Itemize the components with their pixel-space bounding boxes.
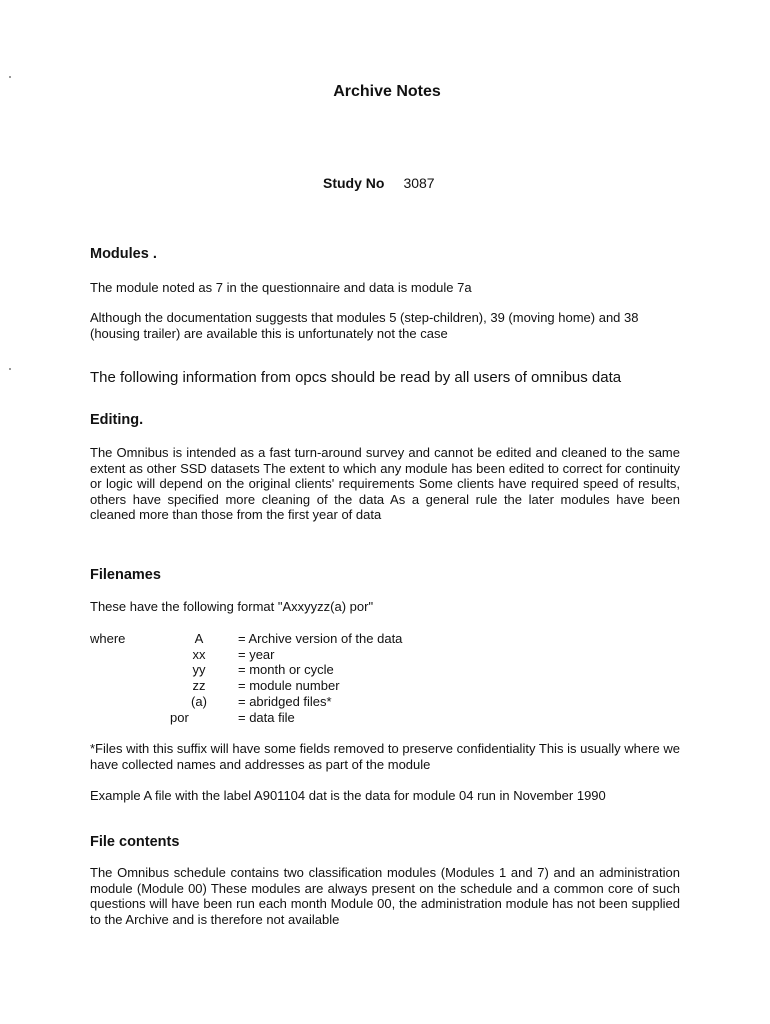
study-number-value: 3087 bbox=[403, 175, 435, 191]
format-code: zz bbox=[192, 678, 206, 694]
filenames-note: *Files with this suffix will have some fields removed to preserve confidentiality This is usually where we have collected names and addresses as part of the module bbox=[90, 741, 680, 772]
modules-paragraph-1: The module noted as 7 in the questionnaire and data is module 7a bbox=[90, 280, 472, 295]
filenames-example: Example A file with the label A901104 dat is the data for module 04 run in November 1990 bbox=[90, 788, 606, 803]
format-description: = data file bbox=[238, 709, 295, 725]
format-code: (a) bbox=[191, 693, 207, 709]
format-row bbox=[90, 710, 402, 726]
modules-paragraph-2: Although the documentation suggests that modules 5 (step-children), 39 (moving home) and 38 (housing trailer) are available this is unfortunately not the case bbox=[90, 310, 639, 341]
filenames-intro: These have the following format "Axxyyzz(a) por" bbox=[90, 599, 374, 614]
format-description: = year bbox=[238, 646, 275, 662]
editing-paragraph: The Omnibus is intended as a fast turn-around survey and cannot be edited and cleaned to the same extent as other SSD datasets The extent to which any module has been edited to correct for continuity or logic will depend on the original clients' requirements Some clients have required speed of results, others have specified more cleaning of the data As a general rule the later modules have been cleaned more than those from the first year of data bbox=[90, 445, 680, 522]
format-row bbox=[90, 647, 402, 663]
modules-heading: Modules . bbox=[90, 246, 157, 262]
format-description: = abridged files* bbox=[238, 693, 332, 709]
format-description: = module number bbox=[238, 678, 340, 694]
file-contents-paragraph: The Omnibus schedule contains two classification modules (Modules 1 and 7) and an administration module (Module 00) These modules are always present on the schedule and a common core of such questions will have been run each month Module 00, the administration module has not been supplied to the Archive and is therefore not available bbox=[90, 865, 680, 927]
filenames-heading: Filenames bbox=[90, 567, 161, 583]
scan-speck bbox=[9, 368, 11, 370]
format-row bbox=[90, 631, 402, 647]
format-description: = month or cycle bbox=[238, 662, 334, 678]
scan-speck bbox=[9, 76, 11, 78]
format-code: A bbox=[194, 631, 204, 646]
format-row bbox=[90, 662, 402, 678]
format-code: xx bbox=[192, 646, 206, 662]
editing-heading: Editing. bbox=[90, 412, 144, 428]
file-contents-heading: File contents bbox=[90, 834, 180, 850]
where-label: where bbox=[90, 631, 126, 646]
format-code: yy bbox=[192, 662, 206, 678]
study-number-line bbox=[323, 175, 435, 191]
format-description: = Archive version of the data bbox=[238, 631, 403, 646]
modules-paragraph-3: The following information from opcs should be read by all users of omnibus data bbox=[90, 369, 622, 386]
format-row bbox=[90, 678, 402, 694]
format-code: por bbox=[170, 709, 189, 725]
study-number-label: Study No bbox=[323, 175, 385, 191]
document-title: Archive Notes bbox=[333, 83, 441, 100]
format-row bbox=[90, 694, 402, 710]
filename-format-table bbox=[90, 631, 402, 725]
